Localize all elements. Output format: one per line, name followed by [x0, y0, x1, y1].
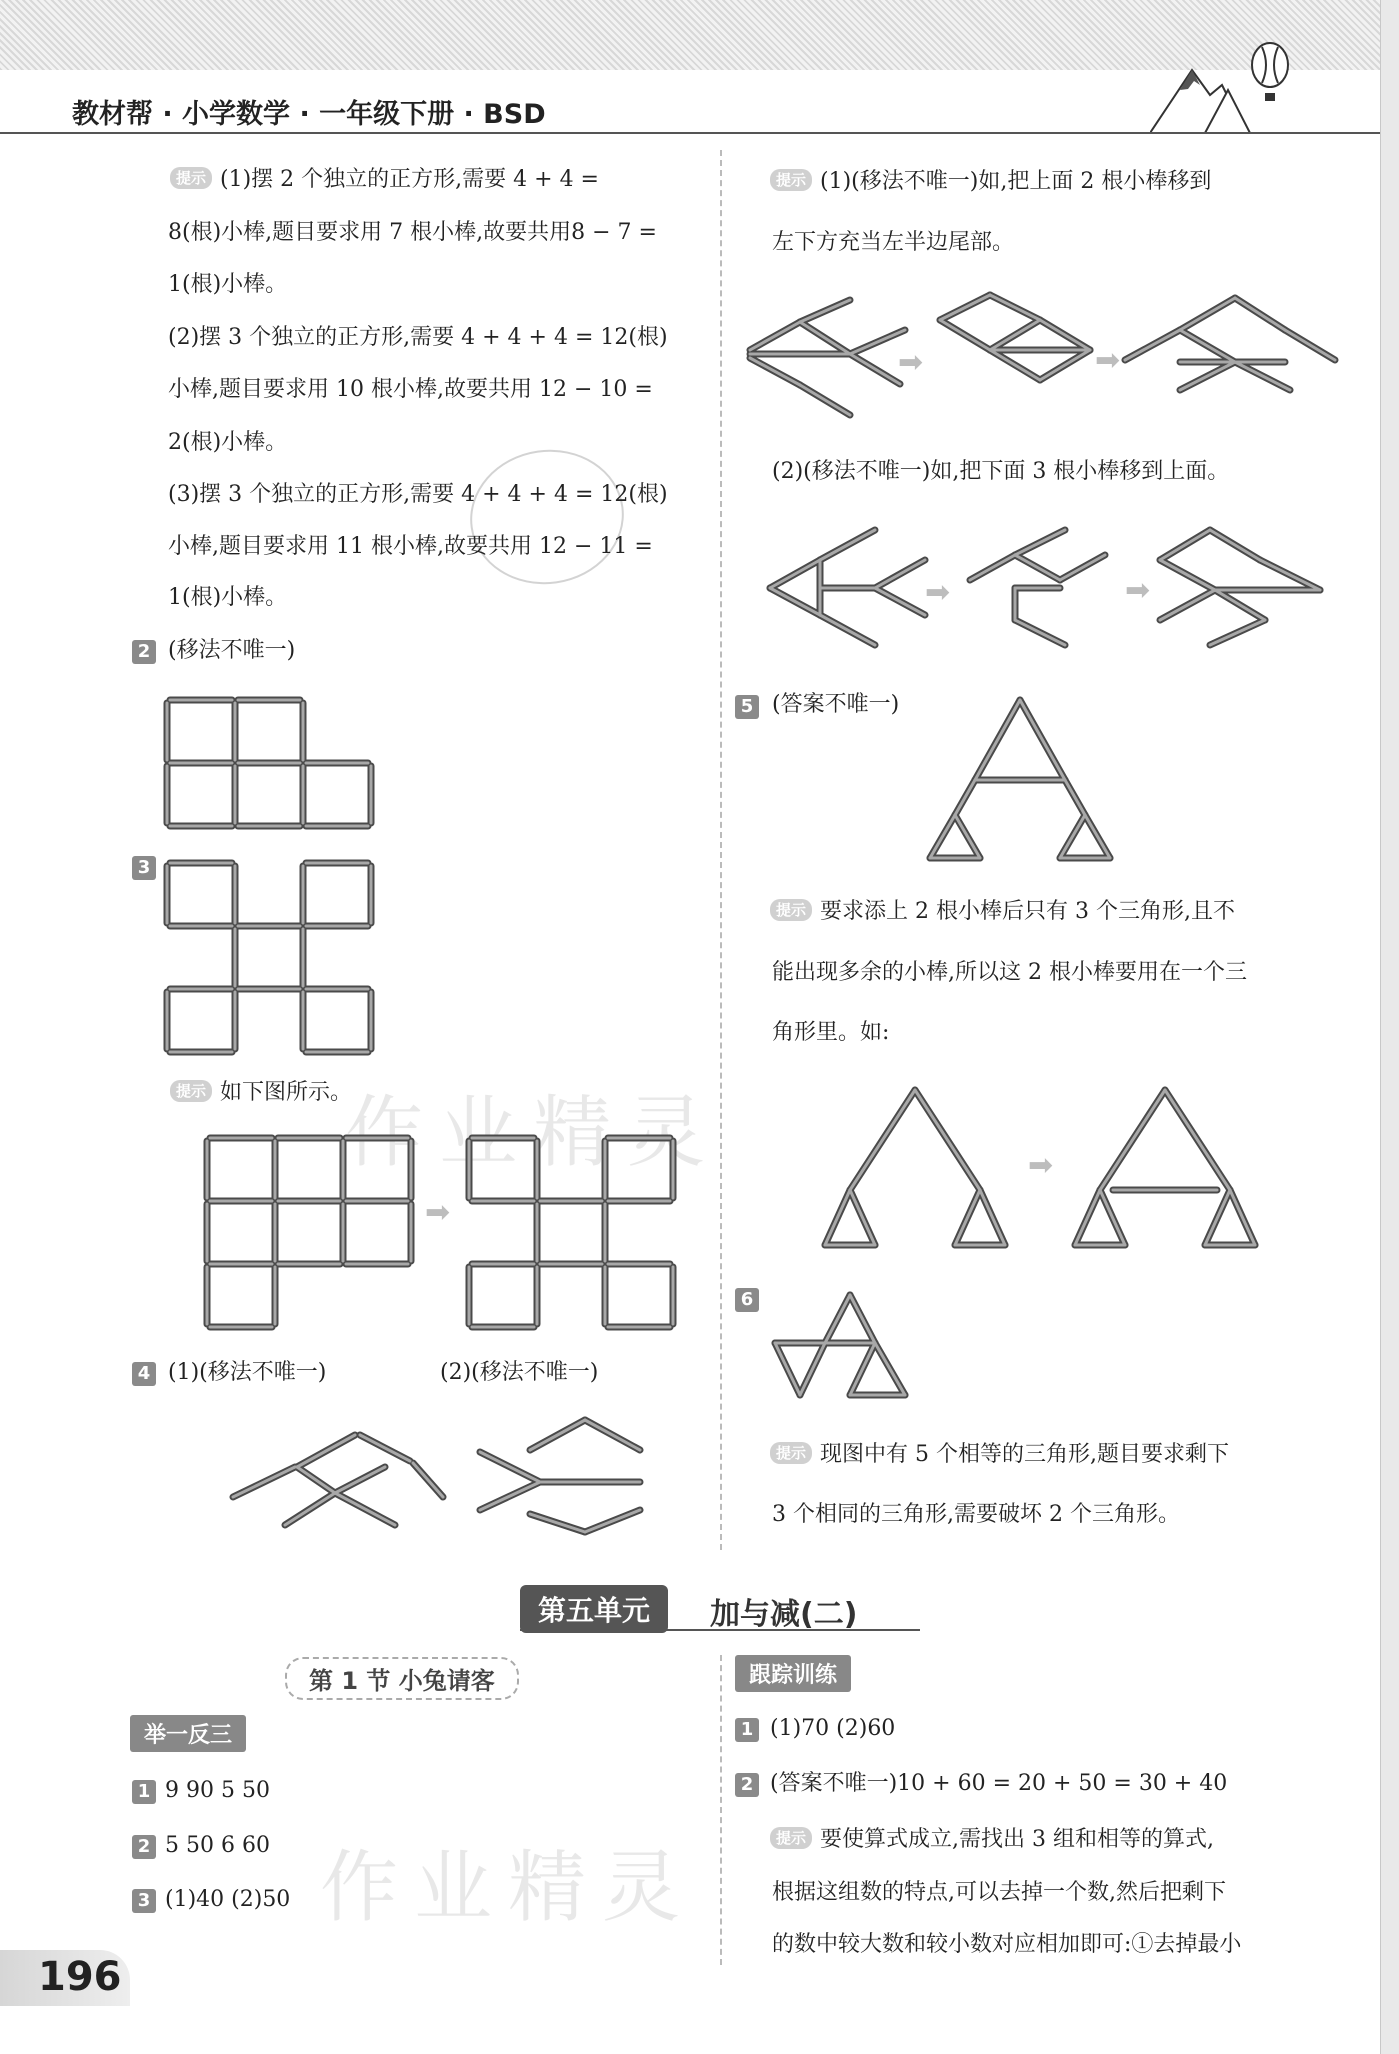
- page-number: 196: [38, 1954, 122, 2000]
- q2-matchstick-figure: [160, 690, 380, 835]
- hint-line: 提示 (1)(移法不唯一)如,把上面 2 根小棒移到: [770, 167, 1211, 197]
- arrow-right-icon: ➡: [1095, 343, 1121, 378]
- hint-line: 1(根)小棒。: [168, 272, 288, 297]
- q4-fish-figure-1: [225, 1425, 455, 1535]
- unit-tag: 第五单元: [520, 1585, 668, 1633]
- header-rule: [0, 132, 1380, 134]
- q3-hint-before-figure: [200, 1130, 420, 1340]
- arrow-right-icon: ➡: [1125, 573, 1151, 608]
- arrow-right-icon: ➡: [898, 345, 924, 380]
- hint-badge: 提示: [770, 1827, 812, 1849]
- tracking-tag: 跟踪训练: [735, 1655, 851, 1692]
- unit-banner: [520, 1585, 920, 1631]
- hint-badge: 提示: [170, 167, 212, 189]
- unit-name: 加与减(二): [710, 1597, 858, 1632]
- question-text: (2)(移法不唯一)如,把下面 3 根小棒移到上面。: [772, 459, 1230, 484]
- question-number: 5: [735, 695, 759, 719]
- hint-line: 的数中较大数和较小数对应相加即可:①去掉最小: [772, 1932, 1242, 1957]
- mountain-balloon-icon: [1150, 35, 1300, 135]
- question-number: 2: [132, 1835, 156, 1859]
- hint-line: 1(根)小棒。: [168, 585, 288, 610]
- section-title: 第 1 节 小兔请客: [285, 1657, 519, 1700]
- book-title: 教材帮 · 小学数学 · 一年级下册 · BSD: [72, 99, 546, 130]
- q4-fish-figure-2: [470, 1410, 650, 1540]
- question-number: 2: [132, 640, 156, 664]
- question-number: 1: [735, 1718, 759, 1742]
- hint-badge: 提示: [770, 169, 812, 191]
- arrow-right-icon: ➡: [425, 1195, 451, 1230]
- page-edge: [1380, 0, 1399, 2054]
- right-fish-sequence-2: [760, 520, 1330, 655]
- q3-matchstick-figure: [160, 855, 380, 1065]
- hint-line: 3 个相同的三角形,需要破坏 2 个三角形。: [772, 1502, 1180, 1527]
- watermark-stamp: [461, 440, 632, 594]
- right-fish-sequence-1: [740, 290, 1340, 430]
- q6-triangle-figure: [765, 1285, 945, 1410]
- hint-line: 提示 如下图所示。: [170, 1078, 352, 1108]
- q5-hint-before-figure: [815, 1080, 1015, 1255]
- question-number: 3: [132, 1889, 156, 1913]
- page-number-badge: [0, 1950, 130, 2006]
- question-text: (2)(移法不唯一): [440, 1360, 599, 1385]
- hint-line: 8(根)小棒,题目要求用 7 根小棒,故要共用8 − 7 =: [168, 220, 657, 245]
- hint-line: 根据这组数的特点,可以去掉一个数,然后把剩下: [772, 1880, 1226, 1905]
- question-text: (答案不唯一): [772, 692, 900, 717]
- hint-line: 能出现多余的小棒,所以这 2 根小棒要用在一个三: [772, 960, 1247, 985]
- hint-line: 左下方充当左半边尾部。: [772, 230, 1015, 255]
- question-text: (1)(移法不唯一): [168, 1360, 327, 1385]
- q5-hint-after-figure: [1065, 1080, 1265, 1255]
- question-number: 4: [132, 1362, 156, 1386]
- answer-text: 5 50 6 60: [165, 1833, 270, 1858]
- hint-line: 角形里。如:: [772, 1020, 890, 1045]
- hint-line: 提示 (1)摆 2 个独立的正方形,需要 4 + 4 =: [170, 165, 599, 195]
- answer-text: (1)70 (2)60: [770, 1716, 896, 1741]
- q3-hint-after-figure: [462, 1130, 682, 1340]
- question-text: (移法不唯一): [168, 638, 296, 663]
- hint-badge: 提示: [770, 899, 812, 921]
- arrow-right-icon: ➡: [1028, 1148, 1054, 1183]
- hint-badge: 提示: [770, 1442, 812, 1464]
- question-number: 1: [132, 1780, 156, 1804]
- answer-text: (答案不唯一)10 + 60 = 20 + 50 = 30 + 40: [770, 1771, 1228, 1796]
- hint-line: (3)摆 3 个独立的正方形,需要 4 + 4 + 4 = 12(根): [168, 482, 668, 507]
- question-number: 6: [735, 1288, 759, 1312]
- answer-text: 9 90 5 50: [165, 1778, 270, 1803]
- q5-triangle-figure: [920, 690, 1120, 870]
- hint-line: 提示 现图中有 5 个相等的三角形,题目要求剩下: [770, 1440, 1229, 1470]
- practice-tag: 举一反三: [130, 1715, 246, 1752]
- hint-line: 小棒,题目要求用 11 根小棒,故要共用 12 − 11 =: [168, 534, 653, 559]
- watermark-text: 作业精灵: [345, 1088, 722, 1178]
- hint-line: 提示 要求添上 2 根小棒后只有 3 个三角形,且不: [770, 897, 1235, 927]
- hint-line: 提示 要使算式成立,需找出 3 组和相等的算式,: [770, 1825, 1214, 1855]
- hint-badge: 提示: [170, 1080, 212, 1102]
- hint-line: (2)摆 3 个独立的正方形,需要 4 + 4 + 4 = 12(根): [168, 325, 668, 350]
- question-number: 3: [132, 856, 156, 880]
- column-divider-lower: [720, 1655, 722, 1965]
- hint-line: 2(根)小棒。: [168, 430, 288, 455]
- question-number: 2: [735, 1773, 759, 1797]
- arrow-right-icon: ➡: [925, 575, 951, 610]
- column-divider: [720, 150, 722, 1550]
- watermark-text: 作业精灵: [320, 1843, 697, 1933]
- hint-line: 小棒,题目要求用 10 根小棒,故要共用 12 − 10 =: [168, 377, 653, 402]
- answer-text: (1)40 (2)50: [165, 1887, 291, 1912]
